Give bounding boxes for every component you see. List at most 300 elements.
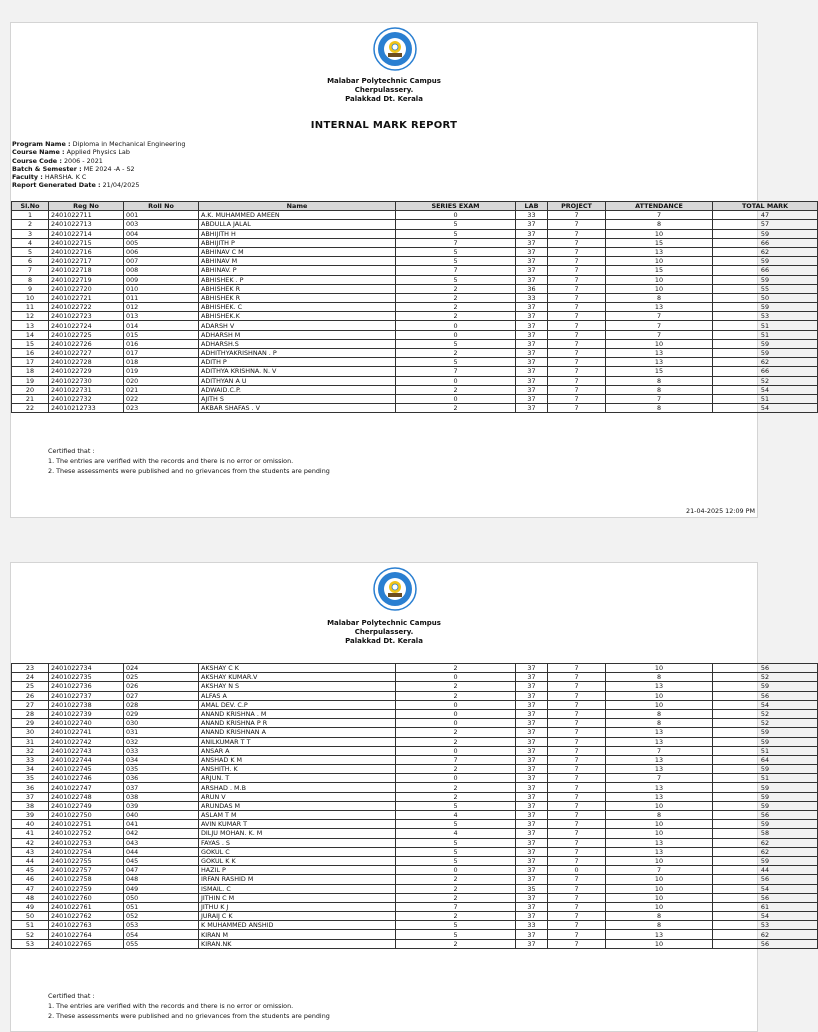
cell-name: ABHIJITH P [199,238,396,247]
cell-total-mark: 54 [713,884,818,893]
cell-total-mark: 59 [713,229,818,238]
table-row [12,303,818,312]
table-body [12,664,818,949]
cell-regno: 2401022738 [49,700,124,709]
cell-series-exam: 0 [396,774,516,783]
table-row [12,838,818,847]
cell-slno: 27 [12,700,49,709]
cell-name: ALFAS A [199,691,396,700]
cell-lab: 37 [516,930,548,939]
cell-attendance: 13 [606,737,713,746]
cell-lab: 37 [516,866,548,875]
cell-project: 7 [548,293,606,302]
certification-heading: Certified that : [48,447,95,455]
cell-series-exam: 5 [396,847,516,856]
cell-project: 7 [548,257,606,266]
cell-name: ANSHAD K M [199,755,396,764]
table-row [12,247,818,256]
cell-total-mark: 59 [713,349,818,358]
cell-name: AKSHAY C K [199,664,396,673]
college-emblem-icon [373,567,417,611]
course-line [12,148,185,156]
cell-rollno: 009 [124,275,199,284]
cell-rollno: 044 [124,847,199,856]
cell-name: ABHINAV C M [199,247,396,256]
cell-series-exam: 0 [396,700,516,709]
cell-project: 7 [548,275,606,284]
cell-slno: 37 [12,792,49,801]
cell-lab: 37 [516,728,548,737]
cell-lab: 36 [516,284,548,293]
cell-rollno: 008 [124,266,199,275]
cell-slno: 52 [12,930,49,939]
cell-rollno: 024 [124,664,199,673]
cell-lab: 37 [516,303,548,312]
certification-line-2: 2. These assessments were published and no grievances from the students are pending [48,1012,330,1020]
cell-rollno: 029 [124,709,199,718]
faculty-value: HARSHA. K C [44,173,87,182]
cell-slno: 16 [12,349,49,358]
cell-attendance: 10 [606,801,713,810]
cell-name: ABHINAV. P [199,266,396,275]
cell-project: 7 [548,737,606,746]
cell-regno: 2401022751 [49,820,124,829]
table-row [12,829,818,838]
table-row [12,339,818,348]
cell-project: 7 [548,912,606,921]
cell-lab: 37 [516,330,548,339]
cell-lab: 37 [516,247,548,256]
cell-slno: 20 [12,385,49,394]
cell-regno: 2401022725 [49,330,124,339]
cell-slno: 39 [12,811,49,820]
cell-project: 7 [548,774,606,783]
cell-project: 7 [548,875,606,884]
cell-project: 7 [548,303,606,312]
cell-lab: 37 [516,394,548,403]
cell-lab: 37 [516,820,548,829]
cell-series-exam: 2 [396,664,516,673]
institution-city: Cherpulassery. [354,86,414,94]
cell-total-mark: 56 [713,664,818,673]
cell-attendance: 7 [606,394,713,403]
cell-slno: 17 [12,358,49,367]
table-row [12,820,818,829]
cell-name: JURAIJ C K [199,912,396,921]
cell-regno: 2401022765 [49,939,124,948]
cell-slno: 5 [12,247,49,256]
cell-project: 7 [548,238,606,247]
cell-rollno: 027 [124,691,199,700]
cell-rollno: 011 [124,293,199,302]
table-row [12,284,818,293]
cell-lab: 33 [516,921,548,930]
cell-series-exam: 4 [396,829,516,838]
cell-lab: 37 [516,893,548,902]
cell-total-mark: 56 [713,893,818,902]
cell-regno: 2401022727 [49,349,124,358]
cell-regno: 2401022748 [49,792,124,801]
cell-total-mark: 53 [713,921,818,930]
table-row [12,774,818,783]
cell-attendance: 10 [606,257,713,266]
cell-name: AJITH S [199,394,396,403]
cell-total-mark: 59 [713,737,818,746]
institution-district: Palakkad Dt. Kerala [345,637,423,645]
cell-rollno: 015 [124,330,199,339]
cell-total-mark: 59 [713,765,818,774]
cell-name: AKSHAY KUMAR.V [199,673,396,682]
cell-rollno: 050 [124,893,199,902]
cell-series-exam: 5 [396,838,516,847]
cell-project: 7 [548,266,606,275]
cell-attendance: 15 [606,367,713,376]
table-row [12,376,818,385]
cell-lab: 37 [516,847,548,856]
cell-rollno: 039 [124,801,199,810]
cell-project: 7 [548,330,606,339]
cell-regno: 2401022755 [49,856,124,865]
cell-total-mark: 66 [713,266,818,275]
cell-rollno: 010 [124,284,199,293]
cell-slno: 29 [12,719,49,728]
cell-lab: 37 [516,801,548,810]
cell-total-mark: 52 [713,709,818,718]
cell-lab: 37 [516,700,548,709]
cell-lab: 37 [516,746,548,755]
table-row [12,682,818,691]
cell-slno: 11 [12,303,49,312]
cell-series-exam: 2 [396,303,516,312]
cell-slno: 53 [12,939,49,948]
cell-total-mark: 59 [713,275,818,284]
cell-rollno: 016 [124,339,199,348]
cell-lab: 37 [516,829,548,838]
cell-rollno: 051 [124,902,199,911]
cell-regno: 2401022718 [49,266,124,275]
cell-rollno: 028 [124,700,199,709]
cell-regno: 2401022744 [49,755,124,764]
cell-series-exam: 2 [396,737,516,746]
table-row [12,238,818,247]
code-line [12,157,185,165]
cell-total-mark: 51 [713,330,818,339]
cell-name: ADITHYA KRISHNA. N. V [199,367,396,376]
table-row [12,404,818,413]
table-row [12,293,818,302]
marks-table-page-2 [11,663,818,949]
cell-attendance: 13 [606,303,713,312]
cell-attendance: 7 [606,330,713,339]
cell-attendance: 10 [606,700,713,709]
table-row [12,709,818,718]
cell-rollno: 045 [124,856,199,865]
cell-attendance: 7 [606,866,713,875]
cell-rollno: 003 [124,220,199,229]
certification-heading: Certified that : [48,992,95,1000]
cell-name: ARJUN. T [199,774,396,783]
cell-attendance: 8 [606,385,713,394]
cell-project: 7 [548,211,606,220]
cell-rollno: 054 [124,930,199,939]
cell-slno: 41 [12,829,49,838]
cell-rollno: 038 [124,792,199,801]
cell-name: ADHARSH.S [199,339,396,348]
cell-lab: 37 [516,709,548,718]
cell-attendance: 13 [606,682,713,691]
cell-regno: 2401022716 [49,247,124,256]
institution-name: Malabar Polytechnic Campus [327,619,441,627]
cell-series-exam: 2 [396,385,516,394]
cell-slno: 43 [12,847,49,856]
cell-regno: 2401022726 [49,339,124,348]
cell-attendance: 10 [606,939,713,948]
cell-total-mark: 62 [713,930,818,939]
cell-slno: 33 [12,755,49,764]
cell-total-mark: 62 [713,838,818,847]
cell-series-exam: 2 [396,792,516,801]
cell-regno: 2401022715 [49,238,124,247]
cell-total-mark: 52 [713,673,818,682]
cell-attendance: 7 [606,312,713,321]
batch-label: Batch & Semester : [12,164,82,173]
cell-attendance: 13 [606,847,713,856]
cell-project: 7 [548,229,606,238]
cell-project: 7 [548,856,606,865]
cell-lab: 37 [516,367,548,376]
cell-attendance: 10 [606,664,713,673]
table-row [12,755,818,764]
cell-rollno: 023 [124,404,199,413]
batch-line [12,165,185,173]
table-row [12,866,818,875]
cell-project: 7 [548,376,606,385]
table-row [12,367,818,376]
cell-attendance: 8 [606,404,713,413]
cell-regno: 2401022759 [49,884,124,893]
cell-attendance: 7 [606,321,713,330]
table-row [12,737,818,746]
cell-name: ANAND KRISHNAN A [199,728,396,737]
table-row [12,330,818,339]
cell-name: ISMAIL. C [199,884,396,893]
cell-lab: 37 [516,257,548,266]
cell-total-mark: 62 [713,358,818,367]
cell-slno: 49 [12,902,49,911]
cell-attendance: 10 [606,875,713,884]
cell-total-mark: 55 [713,284,818,293]
cell-lab: 37 [516,737,548,746]
cell-attendance: 8 [606,811,713,820]
cell-lab: 37 [516,783,548,792]
cell-project: 7 [548,312,606,321]
cell-project: 7 [548,284,606,293]
table-row [12,884,818,893]
cell-rollno: 040 [124,811,199,820]
report-title: INTERNAL MARK REPORT [310,120,458,131]
cell-total-mark: 51 [713,321,818,330]
table-row [12,746,818,755]
cell-attendance: 10 [606,884,713,893]
cell-name: ABDULLA JALAL [199,220,396,229]
cell-attendance: 8 [606,709,713,718]
cell-name: ADHARSH M [199,330,396,339]
table-row [12,700,818,709]
table-row [12,801,818,810]
cell-regno: 2401022714 [49,229,124,238]
cell-name: ANILKUMAR T T [199,737,396,746]
cell-attendance: 7 [606,211,713,220]
cell-slno: 30 [12,728,49,737]
cell-attendance: 10 [606,275,713,284]
cell-slno: 47 [12,884,49,893]
cell-regno: 2401022735 [49,673,124,682]
cell-project: 7 [548,367,606,376]
cell-total-mark: 51 [713,394,818,403]
cell-rollno: 052 [124,912,199,921]
cell-slno: 38 [12,801,49,810]
cell-attendance: 8 [606,912,713,921]
cell-attendance: 8 [606,921,713,930]
cell-rollno: 055 [124,939,199,948]
table-row [12,312,818,321]
cell-total-mark: 59 [713,792,818,801]
marks-table-page-1 [11,201,818,413]
cell-project: 7 [548,709,606,718]
cell-series-exam: 2 [396,765,516,774]
cell-slno: 15 [12,339,49,348]
cell-project: 7 [548,755,606,764]
cell-regno: 2401022753 [49,838,124,847]
table-row [12,211,818,220]
report-page-1 [10,22,789,518]
cell-total-mark: 61 [713,902,818,911]
report-meta [12,140,185,190]
cell-name: JITHIN C M [199,893,396,902]
cell-regno: 2401022720 [49,284,124,293]
cell-project: 7 [548,394,606,403]
cell-regno: 2401022764 [49,930,124,939]
table-row [12,275,818,284]
cell-project: 7 [548,811,606,820]
cell-total-mark: 59 [713,820,818,829]
cell-regno: 2401022750 [49,811,124,820]
cell-series-exam: 0 [396,709,516,718]
cell-lab: 35 [516,884,548,893]
cell-attendance: 8 [606,673,713,682]
cell-name: ABHINAV M [199,257,396,266]
cell-total-mark: 59 [713,303,818,312]
cell-name: ADITH P [199,358,396,367]
cell-attendance: 10 [606,691,713,700]
cell-project: 7 [548,339,606,348]
cell-total-mark: 59 [713,682,818,691]
cell-lab: 37 [516,902,548,911]
cell-lab: 37 [516,856,548,865]
cell-name: ABHISHEK . P [199,275,396,284]
cell-total-mark: 66 [713,238,818,247]
cell-series-exam: 5 [396,358,516,367]
cell-attendance: 10 [606,339,713,348]
cell-regno: 2401022757 [49,866,124,875]
cell-total-mark: 47 [713,211,818,220]
cell-name: ABHISHEK R [199,284,396,293]
cell-project: 7 [548,921,606,930]
cell-regno: 2401022723 [49,312,124,321]
cell-name: ARUN V [199,792,396,801]
cell-attendance: 13 [606,358,713,367]
cell-attendance: 10 [606,856,713,865]
cell-rollno: 004 [124,229,199,238]
cell-rollno: 036 [124,774,199,783]
batch-value: ME 2024 -A - S2 [83,164,135,173]
cell-project: 7 [548,349,606,358]
cell-rollno: 007 [124,257,199,266]
cell-lab: 37 [516,765,548,774]
cell-attendance: 13 [606,930,713,939]
cell-regno: 2401022732 [49,394,124,403]
cell-name: FAYAS . S [199,838,396,847]
date-value: 21/04/2025 [102,181,140,190]
cell-name: JITHU K J [199,902,396,911]
cell-slno: 7 [12,266,49,275]
cell-total-mark: 51 [713,774,818,783]
cell-name: ABHISHEK.K [199,312,396,321]
cell-lab: 37 [516,266,548,275]
cell-series-exam: 5 [396,801,516,810]
cell-regno: 2401022752 [49,829,124,838]
cell-regno: 2401022740 [49,719,124,728]
cell-slno: 28 [12,709,49,718]
program-value: Diploma in Mechanical Engineering [72,140,186,148]
cell-lab: 37 [516,875,548,884]
cell-regno: 2401022761 [49,902,124,911]
cell-series-exam: 0 [396,321,516,330]
table-row [12,921,818,930]
table-row [12,783,818,792]
cell-series-exam: 5 [396,856,516,865]
cell-series-exam: 0 [396,330,516,339]
cell-slno: 19 [12,376,49,385]
cell-lab: 37 [516,339,548,348]
cell-rollno: 019 [124,367,199,376]
cell-lab: 37 [516,755,548,764]
cell-name: ANSHITH. K [199,765,396,774]
cell-lab: 37 [516,673,548,682]
cell-project: 7 [548,664,606,673]
cell-rollno: 012 [124,303,199,312]
cell-rollno: 021 [124,385,199,394]
cell-slno: 12 [12,312,49,321]
cell-lab: 37 [516,312,548,321]
cell-total-mark: 56 [713,875,818,884]
cell-total-mark: 59 [713,339,818,348]
table-row [12,220,818,229]
cell-lab: 37 [516,664,548,673]
table-row [12,719,818,728]
program-label: Program Name : [12,140,71,148]
cell-series-exam: 0 [396,746,516,755]
cell-regno: 2401022729 [49,367,124,376]
cell-name: ABHISHEK. C [199,303,396,312]
cell-series-exam: 7 [396,266,516,275]
certification-line-1: 1. The entries are verified with the records and there is no error or omission. [48,457,294,465]
cell-lab: 37 [516,275,548,284]
table-row [12,875,818,884]
cell-slno: 26 [12,691,49,700]
cell-rollno: 037 [124,783,199,792]
cell-name: AKSHAY N S [199,682,396,691]
